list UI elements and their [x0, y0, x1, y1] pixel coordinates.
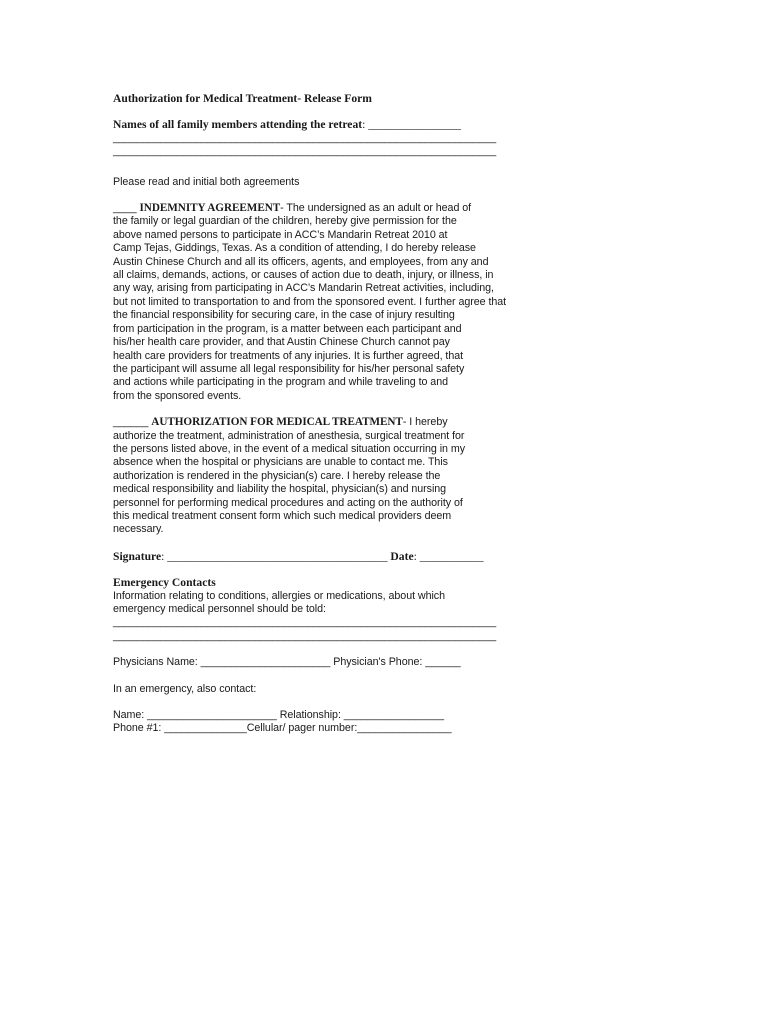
indemnity-line: from the sponsored events. [113, 389, 242, 402]
instruction-text: Please read and initial both agreements [113, 175, 300, 188]
contact-phone-row: Phone #1: ______________Cellular/ pager number:________________ [113, 722, 452, 735]
family-members-line-3: _________________________________________________________________ [113, 145, 497, 158]
indemnity-line: - The undersigned as an adult or head of [280, 202, 472, 215]
date-blank: : ___________ [413, 549, 484, 563]
release-form [113, 92, 543, 736]
family-members-blank: : ________________ [362, 118, 461, 132]
signature-label: Signature [113, 549, 162, 563]
authorization-line: absence when the hospital or physicians are unable to contact me. This [113, 456, 448, 469]
authorization-line: authorization is rendered in the physician(s) care. I hereby release the [113, 469, 441, 482]
form-title: Authorization for Medical Treatment- Release Form [113, 92, 372, 105]
authorization-line: personnel for performing medical procedures and acting on the authority of [113, 496, 463, 509]
also-contact-text: In an emergency, also contact: [113, 682, 257, 695]
family-members-field [113, 118, 543, 131]
contact-name-row: Name: ______________________ Relationship: _________________ [113, 709, 444, 722]
authorization-line: necessary. [113, 523, 164, 536]
indemnity-line: the participant will assume all legal responsibility for his/her personal safety [113, 362, 465, 375]
emergency-blank-line-1: _________________________________________________________________ [113, 616, 497, 629]
indemnity-line: and actions while participating in the program and while traveling to and [113, 376, 448, 389]
family-members-label: Names of all family members attending the retreat [113, 118, 363, 132]
indemnity-initial-blank: ____ [113, 202, 140, 215]
authorization-line: the persons listed above, in the event of a medical situation occurring in my [113, 442, 466, 455]
family-members-line-2: _________________________________________________________________ [113, 131, 497, 144]
emergency-heading: Emergency Contacts [113, 576, 216, 590]
medical-authorization [113, 416, 543, 537]
authorization-line: medical responsibility and liability the hospital, physician(s) and nursing [113, 483, 447, 496]
indemnity-line: Austin Chinese Church and all its officers, agents, and employees, from any and [113, 255, 489, 268]
indemnity-line: the family or legal guardian of the children, hereby give permission for the [113, 215, 457, 228]
indemnity-line: above named persons to participate in ACC’s Mandarin Retreat 2010 at [113, 228, 448, 241]
indemnity-line: Camp Tejas, Giddings, Texas. As a condition of attending, I do hereby release [113, 242, 476, 255]
indemnity-line: all claims, demands, actions, or causes of action due to death, injury, or illness, in [113, 269, 494, 282]
authorization-initial-blank: ______ [113, 416, 152, 429]
authorization-heading: AUTHORIZATION FOR MEDICAL TREATMENT [151, 416, 403, 429]
authorization-line: authorize the treatment, administration of anesthesia, surgical treatment for [113, 429, 465, 442]
date-label: Date [390, 549, 414, 563]
indemnity-line: the financial responsibility for securing care, in the case of injury resulting [113, 309, 455, 322]
indemnity-line: his/her health care provider, and that Austin Chinese Church cannot pay [113, 336, 450, 349]
indemnity-heading: INDEMNITY AGREEMENT [139, 202, 281, 215]
signature-row [113, 550, 543, 563]
indemnity-line: health care providers for treatments of any injuries. It is further agreed, that [113, 349, 464, 362]
indemnity-line: any way, arising from participating in ACC’s Mandarin Retreat activities, including, [113, 282, 494, 295]
physicians-row: Physicians Name: ______________________ Physician's Phone: ______ [113, 656, 461, 669]
signature-blank: : ______________________________________ [161, 549, 391, 563]
indemnity-line: from participation in the program, is a matter between each participant and [113, 322, 462, 335]
indemnity-line: but not limited to transportation to and from the sponsored event. I further agree that [113, 295, 507, 308]
emergency-blank-line-2: _________________________________________________________________ [113, 629, 497, 642]
indemnity-agreement [113, 202, 543, 403]
authorization-line: this medical treatment consent form which such medical providers deem [113, 509, 452, 522]
emergency-info: emergency medical personnel should be told: [113, 603, 326, 615]
authorization-line: - I hereby [402, 416, 448, 429]
emergency-info: Information relating to conditions, allergies or medications, about which [113, 589, 445, 602]
